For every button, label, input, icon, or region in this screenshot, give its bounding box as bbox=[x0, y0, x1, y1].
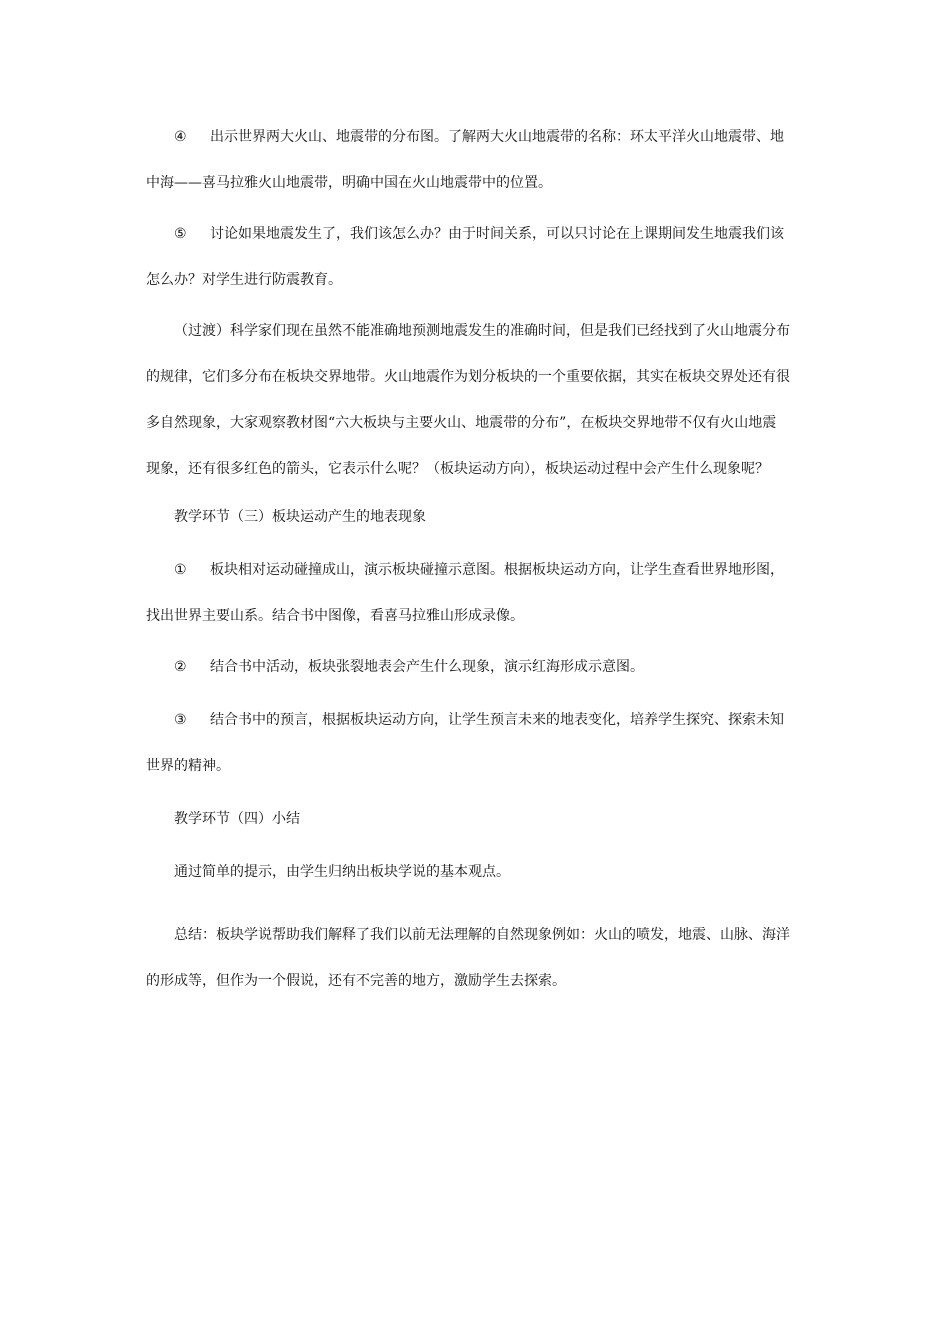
paragraph-line: （过渡）科学家们现在虽然不能准确地预测地震发生的准确时间，但是我们已经找到了火山地震分布 bbox=[174, 323, 790, 339]
paragraph-line: 多自然现象，大家观察教材图“六大板块与主要火山、地震带的分布”，在板块交界地带不仅有火山地震 bbox=[146, 415, 777, 431]
paragraph-text: 板块相对运动碰撞成山，演示板块碰撞示意图。根据板块运动方向，让学生查看世界地形图， bbox=[210, 562, 784, 578]
list-number: ① bbox=[174, 562, 187, 578]
paragraph-3 bbox=[146, 697, 808, 789]
paragraph-line: 的形成等，但作为一个假说，还有不完善的地方，激励学生去探索。 bbox=[146, 973, 566, 989]
paragraph-line bbox=[146, 697, 808, 743]
paragraph-conclusion bbox=[146, 912, 808, 1004]
paragraph-line: 总结：板块学说帮助我们解释了我们以前无法理解的自然现象例如：火山的喷发，地震、山脉、海洋 bbox=[174, 927, 790, 943]
section-heading-text: 教学环节（四）小结 bbox=[174, 811, 300, 827]
paragraph-text: 出示世界两大火山、地震带的分布图。了解两大火山地震带的名称：环太平洋火山地震带、地 bbox=[210, 129, 784, 145]
paragraph-summary-hint bbox=[146, 849, 808, 895]
section-heading-3 bbox=[146, 494, 808, 540]
list-number: ④ bbox=[174, 129, 187, 145]
paragraph-line: 的规律，它们多分布在板块交界地带。火山地震作为划分板块的一个重要依据，其实在板块交界处还有很 bbox=[146, 369, 790, 385]
paragraph-text: 结合书中的预言，根据板块运动方向，让学生预言未来的地表变化，培养学生探究、探索未知 bbox=[210, 712, 784, 728]
section-heading-text: 教学环节（三）板块运动产生的地表现象 bbox=[174, 509, 426, 525]
paragraph-line: 现象，还有很多红色的箭头，它表示什么呢？（板块运动方向），板块运动过程中会产生什么现象呢？ bbox=[146, 461, 769, 477]
paragraph-line: 找出世界主要山系。结合书中图像，看喜马拉雅山形成录像。 bbox=[146, 608, 524, 624]
paragraph-line bbox=[146, 114, 808, 160]
paragraph-line: 通过简单的提示，由学生归纳出板块学说的基本观点。 bbox=[174, 864, 510, 880]
section-heading-4 bbox=[146, 796, 808, 842]
paragraph-line bbox=[146, 211, 808, 257]
list-number: ⑤ bbox=[174, 226, 187, 242]
paragraph-text: 结合书中活动，板块张裂地表会产生什么现象，演示红海形成示意图。 bbox=[210, 659, 644, 675]
paragraph-line: 中海——喜马拉雅火山地震带，明确中国在火山地震带中的位置。 bbox=[146, 175, 552, 191]
paragraph-1 bbox=[146, 547, 808, 639]
paragraph-4 bbox=[146, 114, 808, 206]
paragraph-line bbox=[146, 547, 808, 593]
paragraph-5 bbox=[146, 211, 808, 303]
paragraph-line bbox=[146, 644, 808, 690]
paragraph-2 bbox=[146, 644, 808, 690]
paragraph-line: 怎么办？对学生进行防震教育。 bbox=[146, 272, 342, 288]
paragraph-transition bbox=[146, 308, 808, 492]
list-number: ② bbox=[174, 659, 187, 675]
paragraph-line: 世界的精神。 bbox=[146, 758, 230, 774]
paragraph-text: 讨论如果地震发生了，我们该怎么办？由于时间关系，可以只讨论在上课期间发生地震我们该 bbox=[210, 226, 784, 242]
list-number: ③ bbox=[174, 712, 187, 728]
